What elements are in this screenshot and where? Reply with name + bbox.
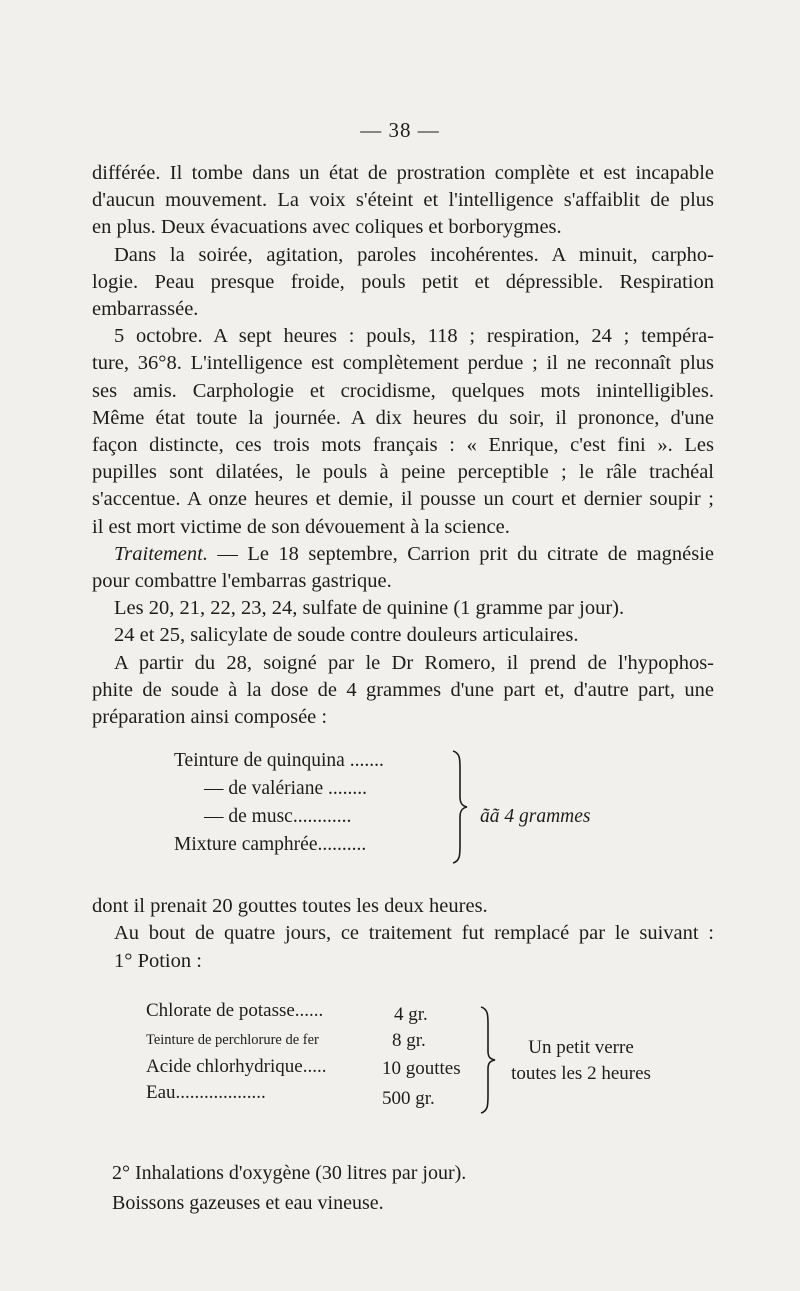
text-line: 1° Potion : (114, 949, 202, 972)
prescription-item: — de musc............ (204, 806, 352, 828)
text-line: phite de soude à la dose de 4 grammes d'une part et, d'autre part, une (92, 678, 714, 701)
closing-lines (112, 1158, 466, 1218)
paragraph-5 (92, 595, 714, 622)
ingredient-quantity: 500 gr. (382, 1087, 435, 1109)
prescription-1 (92, 745, 714, 885)
ingredient-name: Eau................... (146, 1081, 266, 1103)
text-line: s'accentue. A onze heures et demie, il pousse un court et dernier soupir ; (92, 488, 714, 511)
instruction-line: toutes les 2 heures (511, 1062, 651, 1084)
paragraph-1 (92, 160, 714, 242)
text-line (92, 541, 714, 568)
section-label: Traitement. (114, 542, 208, 565)
ingredient-quantity: 8 gr. (392, 1029, 426, 1051)
text-line: il est mort victime de son dévouement à la science. (92, 515, 510, 538)
text-line: 5 octobre. A sept heures : pouls, 118 ; respiration, 24 ; tempéra- (114, 325, 714, 348)
text-line: différée. Il tombe dans un état de prostration complète et est incapable (92, 162, 714, 184)
text-line: en plus. Deux évacuations avec coliques et borborygmes. (92, 216, 562, 239)
text-line: Boissons gazeuses et eau vineuse. (112, 1192, 384, 1214)
prescription-item: Mixture camphrée.......... (174, 834, 367, 856)
dosage-instruction (496, 1035, 666, 1087)
right-brace (478, 1005, 498, 1115)
paragraph-6 (92, 622, 714, 649)
text-line: dont il prenait 20 gouttes toutes les deux heures. (92, 895, 488, 918)
text-line: 24 et 25, salicylate de soude contre douleurs articulaires. (114, 624, 579, 647)
ingredient-quantity: 10 gouttes (382, 1057, 461, 1079)
text-line: ture, 36°8. L'intelligence est complètement perdue ; il ne reconnaît plus (92, 352, 714, 375)
body-text (92, 160, 714, 1141)
instruction-line: Un petit verre (528, 1036, 634, 1058)
paragraph-3 (92, 323, 714, 541)
paragraph-4 (92, 541, 714, 595)
ingredient-name: Acide chlorhydrique..... (146, 1055, 327, 1077)
text-line: embarrassée. (92, 298, 199, 321)
ingredient-quantity: 4 gr. (394, 1003, 428, 1025)
paragraph-2 (92, 242, 714, 324)
text-line: préparation ainsi composée : (92, 706, 328, 729)
text-line: d'aucun mouvement. La voix s'éteint et l'intelligence s'affaiblit de plus (92, 189, 714, 212)
text-line: Dans la soirée, agitation, paroles incohérentes. A minuit, carpho- (114, 243, 714, 266)
text-line: A partir du 28, soigné par le Dr Romero, il prend de l'hypophos- (114, 651, 714, 674)
ingredient-name: Chlorate de potasse...... (146, 999, 324, 1021)
text-line: ses amis. Carphologie et crocidisme, quelques mots inintelligibles. (92, 379, 714, 402)
page-number: — 38 — (360, 118, 440, 142)
dose-label: ãã 4 grammes (480, 806, 591, 828)
prescription-item: Teinture de quinquina ....... (174, 750, 384, 772)
text-line: Au bout de quatre jours, ce traitement fut remplacé par le suivant : (114, 922, 714, 945)
right-brace (450, 749, 470, 865)
text-line: pour combattre l'embarras gastrique. (92, 570, 392, 593)
prescription-2 (92, 997, 714, 1127)
paragraph-9 (92, 920, 714, 974)
text-line: pupilles sont dilatées, le pouls à peine perceptible ; le râle trachéal (92, 461, 714, 484)
text-line: Les 20, 21, 22, 23, 24, sulfate de quinine (1 gramme par jour). (114, 597, 625, 620)
text-line: façon distincte, ces trois mots français : « Enrique, c'est fini ». Les (92, 434, 714, 457)
text-line: Même état toute la journée. A dix heures du soir, il prononce, d'une (92, 406, 714, 429)
text-line: logie. Peau presque froide, pouls petit et dépressible. Respiration (92, 270, 714, 293)
ingredient-name: Teinture de perchlorure de fer (146, 1031, 319, 1048)
paragraph-8 (92, 893, 714, 920)
paragraph-7 (92, 650, 714, 732)
prescription-item: — de valériane ........ (204, 778, 367, 800)
text-line: 2° Inhalations d'oxygène (30 litres par jour). (112, 1162, 467, 1184)
text-run: — Le 18 septembre, Carrion prit du citrate de magnésie (217, 542, 714, 565)
